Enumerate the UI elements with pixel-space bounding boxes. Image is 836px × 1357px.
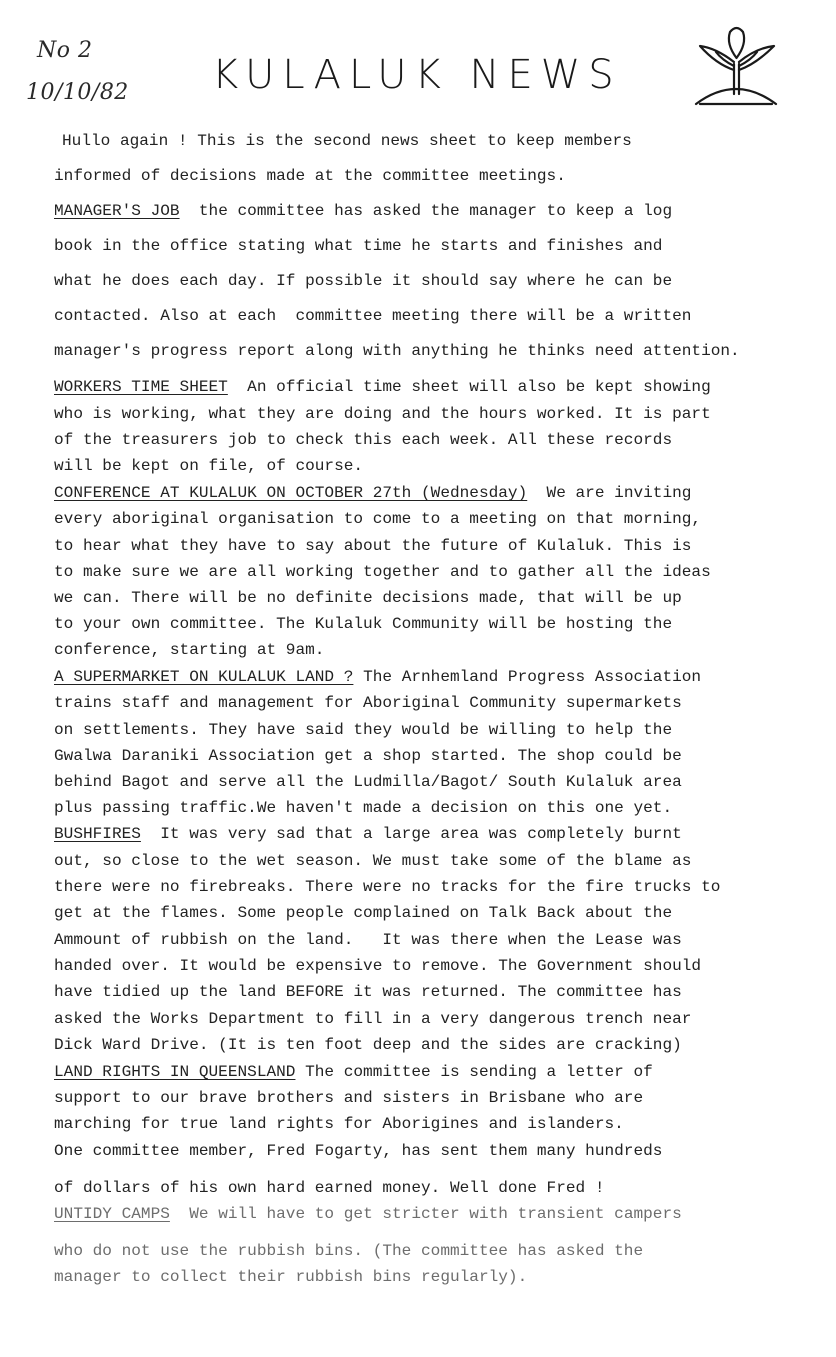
section-text-line: we can. There will be no definite decisions made, that will be up [54,589,682,607]
section-text-line: Gwalwa Daraniki Association get a shop started. The shop could be [54,747,682,765]
section-untidy-camps-line [54,1204,682,1224]
section-heading: CONFERENCE AT KULALUK ON OCTOBER 27th (Wednesday) [54,484,528,502]
section-text-line: to your own committee. The Kulaluk Community will be hosting the [54,615,673,633]
tree-on-island-logo-icon [690,18,782,114]
section-text-line: conference, starting at 9am. [54,641,325,659]
section-supermarket-line [54,667,701,687]
section-text-line: will be kept on file, of course. [54,457,364,475]
issue-number: No 2 [37,38,93,63]
section-land-rights-line [54,1062,653,1082]
section-text-line: every aboriginal organisation to come to a meeting on that morning, [54,510,702,528]
section-text-line: to hear what they have to say about the future of Kulaluk. This is [54,537,692,555]
section-heading: BUSHFIRES [54,825,141,843]
section-text-line: there were no firebreaks. There were no tracks for the fire trucks to [54,878,721,896]
section-text-line: on settlements. They have said they would be willing to help the [54,721,673,739]
section-text-line: to make sure we are all working together and to gather all the ideas [54,563,711,581]
section-text-line: who do not use the rubbish bins. (The committee has asked the [54,1242,644,1260]
intro-line: Hullo again ! This is the second news sheet to keep members [62,132,632,150]
section-text-line: Dick Ward Drive. (It is ten foot deep and the sides are cracking) [54,1036,682,1054]
section-text-line: One committee member, Fred Fogarty, has sent them many hundreds [54,1142,663,1160]
section-workers-time-sheet-line [54,377,711,397]
section-text-line: plus passing traffic.We haven't made a decision on this one yet. [54,799,673,817]
section-text-line: trains staff and management for Aboriginal Community supermarkets [54,694,682,712]
section-heading: UNTIDY CAMPS [54,1205,170,1223]
section-text-line: what he does each day. If possible it should say where he can be [54,272,673,290]
section-text-line: manager's progress report along with anything he thinks need attention. [54,342,740,360]
section-text-line: have tidied up the land BEFORE it was returned. The committee has [54,983,682,1001]
section-text: The committee is sending a letter of [295,1063,653,1081]
section-text: An official time sheet will also be kept showing [227,378,711,396]
section-text: The Arnhemland Progress Association [353,668,702,686]
issue-date: 10/10/82 [26,80,129,105]
section-text: It was very sad that a large area was completely burnt [140,825,682,843]
section-heading: WORKERS TIME SHEET [54,378,228,396]
section-text-line: support to our brave brothers and sisters in Brisbane who are [54,1089,644,1107]
section-text-line: marching for true land rights for Aborigines and islanders. [54,1115,624,1133]
section-heading: MANAGER'S JOB [54,202,180,220]
section-text-line: out, so close to the wet season. We must take some of the blame as [54,852,692,870]
section-text: the committee has asked the manager to keep a log [179,202,673,220]
section-text: We are inviting [527,484,692,502]
section-text-line: asked the Works Department to fill in a very dangerous trench near [54,1010,692,1028]
section-text-line: manager to collect their rubbish bins regularly). [54,1268,528,1286]
section-text-line: book in the office stating what time he starts and finishes and [54,237,663,255]
section-heading: A SUPERMARKET ON KULALUK LAND ? [54,668,354,686]
section-bushfires-line [54,824,682,844]
section-text-line: who is working, what they are doing and the hours worked. It is part [54,405,711,423]
section-heading: LAND RIGHTS IN QUEENSLAND [54,1063,296,1081]
intro-line: informed of decisions made at the committee meetings. [54,167,566,185]
section-conference-line [54,483,691,503]
section-text-line: of dollars of his own hard earned money. Well done Fred ! [54,1179,605,1197]
section-text-line: get at the flames. Some people complained on Talk Back about the [54,904,673,922]
section-text-line: handed over. It would be expensive to remove. The Government should [54,957,702,975]
section-text-line: Ammount of rubbish on the land. It was there when the Lease was [54,931,682,949]
newsletter-title: KULALUK NEWS [212,52,622,98]
section-text-line: of the treasurers job to check this each week. All these records [54,431,673,449]
section-text: We will have to get stricter with transient campers [169,1205,682,1223]
section-text-line: contacted. Also at each committee meeting there will be a written [54,307,692,325]
section-managers-job-line [54,201,672,221]
section-text-line: behind Bagot and serve all the Ludmilla/Bagot/ South Kulaluk area [54,773,682,791]
